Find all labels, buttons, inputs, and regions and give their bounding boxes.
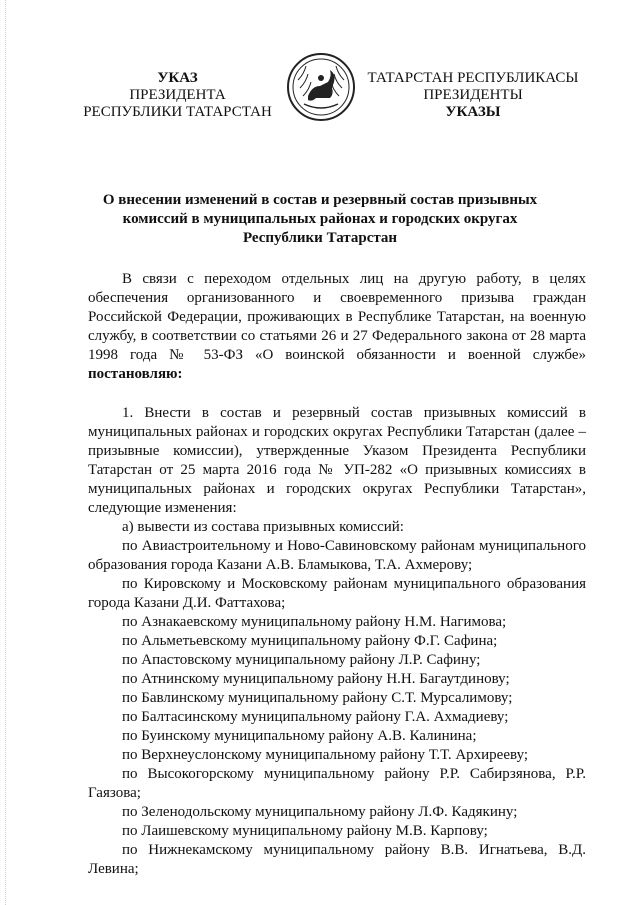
list-item: по Нижнекамскому муниципальному району В.В. Игнатьева, В.Д. Левина;: [88, 842, 586, 877]
list-item: по Буинскому муниципальному району А.В. Калинина;: [122, 728, 477, 744]
list-item: по Балтасинскому муниципальному району Г.А. Ахмадиеву;: [122, 709, 509, 725]
list-item: по Бавлинскому муниципальному району С.Т. Мурсалимову;: [122, 690, 513, 706]
title-line2: комиссий в муниципальных районах и городских округах: [122, 211, 518, 227]
list-item: по Лаишевскому муниципальному району М.В. Карпову;: [122, 823, 488, 839]
header-right-line2: ПРЕЗИДЕНТЫ: [423, 87, 523, 103]
decree-word: постановляю:: [88, 366, 183, 382]
header-left: [75, 70, 280, 121]
preamble-paragraph: [88, 270, 586, 384]
list-item: по Атнинскому муниципальному району Н.Н. Багаутдинову;: [122, 671, 510, 687]
subclause-a: а) вывести из состава призывных комиссий:: [122, 519, 404, 535]
title-line3: Республики Татарстан: [242, 230, 398, 246]
list-item: по Высокогорскому муниципальному району Р.Р. Сабирзянова, Р.Р. Гаязова;: [88, 766, 586, 801]
scan-edge-line: [5, 0, 7, 905]
coat-of-arms-icon: [286, 52, 356, 122]
preamble-text: В связи с переходом отдельных лиц на другую работу, в целях обеспечения организованного и своевременного призыва граждан Российской Федерации, проживающих в Республике Татарстан, на военную службу, в соответствии со статьями 26 и 27 Федерального закона от 28 марта 1998 года № 53-ФЗ «О воинской обязанности и военной службе»: [88, 271, 586, 363]
clause-1: 1. Внести в состав и резервный состав призывных комиссий в муниципальных районах и городских округах Республики Татарстан (далее – призывные комиссии), утвержденные Указом Президента Республики Татарстан от 25 марта 2016 года № УП-282 «О призывных комиссиях в муниципальных районах и городских округах Республики Татарстан», следующие изменения:: [88, 405, 586, 516]
title-line1: О внесении изменений в состав и резервный состав призывных: [102, 192, 538, 208]
list-item: по Альметьевскому муниципальному району Ф.Г. Сафина;: [122, 633, 498, 649]
list-item: по Апастовскому муниципальному району Л.Р. Сафину;: [122, 652, 481, 668]
list-item: по Кировскому и Московскому районам муниципального образования города Казани Д.И. Фаттахова;: [88, 576, 586, 611]
header-right-line3: УКАЗЫ: [445, 104, 501, 120]
header-left-line2: ПРЕЗИДЕНТА: [129, 87, 226, 103]
list-item: по Азнакаевскому муниципальному району Н.М. Нагимова;: [122, 614, 507, 630]
header-left-line1: УКАЗ: [157, 70, 198, 86]
list-item: по Верхнеуслонскому муниципальному району Т.Т. Архирееву;: [122, 747, 529, 763]
list-item: по Авиастроительному и Ново-Савиновскому районам муниципального образования города Казани А.В. Бламыкова, Т.А. Ахмерову;: [88, 538, 586, 573]
list-item: по Зеленодольскому муниципальному району Л.Ф. Кадякину;: [122, 804, 518, 820]
header-right: [358, 70, 588, 121]
header-right-line1: ТАТАРСТАН РЕСПУБЛИКАСЫ: [367, 70, 579, 86]
decree-body: [88, 270, 586, 879]
header-left-line3: РЕСПУБЛИКИ ТАТАРСТАН: [83, 104, 272, 120]
decree-title: [88, 191, 552, 248]
